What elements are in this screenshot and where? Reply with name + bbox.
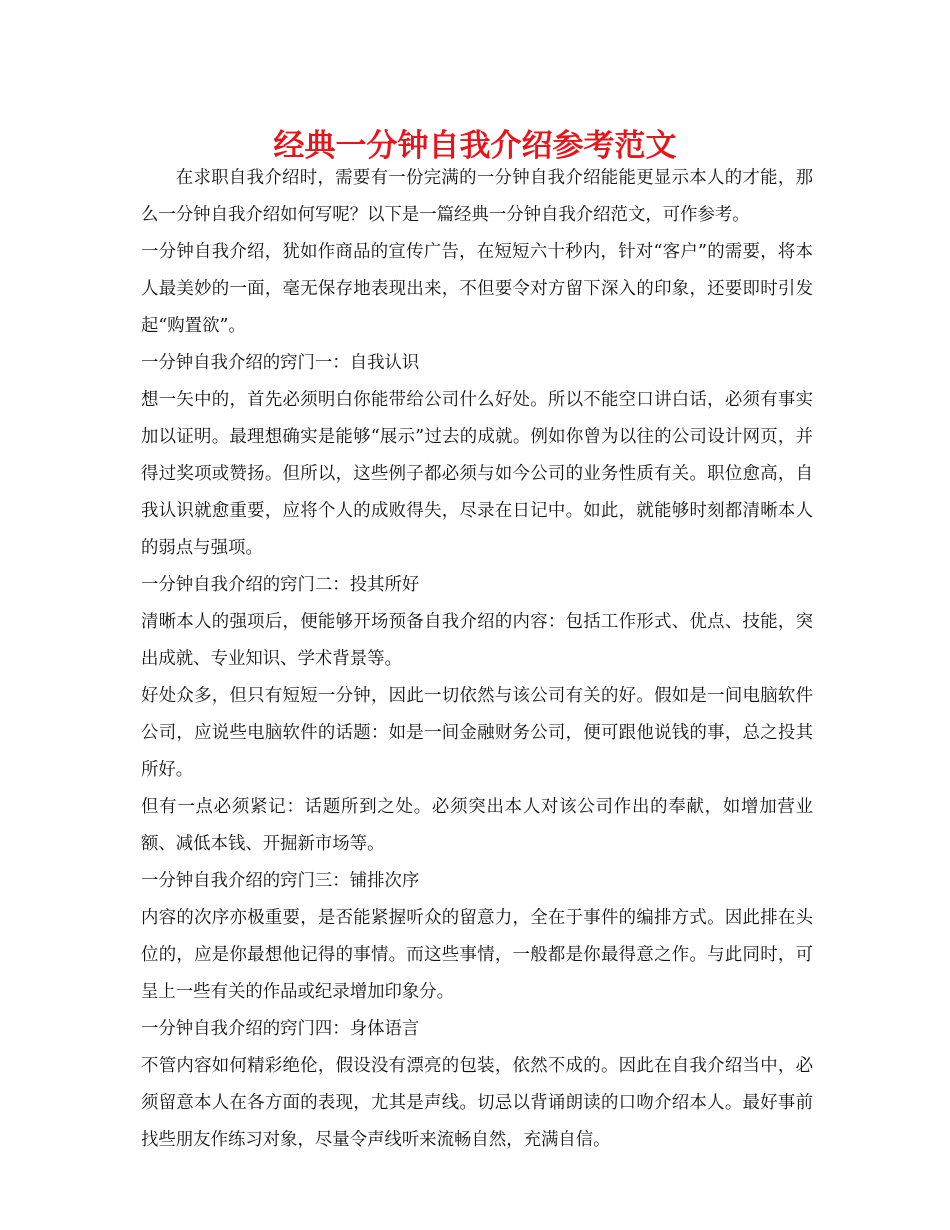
section-heading-3: 一分钟自我介绍的窍门三：铺排次序 <box>141 871 420 891</box>
section-heading-2: 一分钟自我介绍的窍门二：投其所好 <box>141 575 420 595</box>
document-body <box>141 160 813 1159</box>
overview-paragraph: 一分钟自我介绍，犹如作商品的宣传广告，在短短六十秒内，针对“客户”的需要，将本人最美妙的一面，毫无保存地表现出来，不但要令对方留下深入的印象，还要即时引发起“购置欲”。 <box>141 242 813 336</box>
section-2-paragraph-2: 好处众多，但只有短短一分钟，因此一切依然与该公司有关的好。假如是一间电脑软件公司，应说些电脑软件的话题：如是一间金融财务公司，便可跟他说钱的事，总之投其所好。 <box>141 686 813 780</box>
section-heading-4: 一分钟自我介绍的窍门四：身体语言 <box>141 1019 420 1039</box>
section-heading-1: 一分钟自我介绍的窍门一：自我认识 <box>141 353 420 373</box>
section-1-paragraph: 想一矢中的，首先必须明白你能带给公司什么好处。所以不能空口讲白话，必须有事实加以证明。最理想确实是能够“展示”过去的成就。例如你曾为以往的公司设计网页，并得过奖项或赞扬。但所以，这些例子都必须与如今公司的业务性质有关。职位愈高，自我认识就愈重要，应将个人的成败得失，尽录在日记中。如此，就能够时刻都清晰本人的弱点与强项。 <box>141 390 813 558</box>
section-4-paragraph: 不管内容如何精彩绝伦，假设没有漂亮的包装，依然不成的。因此在自我介绍当中，必须留意本人在各方面的表现，尤其是声线。切忌以背诵朗读的口吻介绍本人。最好事前找些朋友作练习对象，尽量令声线听来流畅自然，充满自信。 <box>141 1056 813 1150</box>
section-2-paragraph-1: 清晰本人的强项后，便能够开场预备自我介绍的内容：包括工作形式、优点、技能，突出成就、专业知识、学术背景等。 <box>141 612 813 669</box>
section-3-paragraph: 内容的次序亦极重要，是否能紧握听众的留意力，全在于事件的编排方式。因此排在头位的，应是你最想他记得的事情。而这些事情，一般都是你最得意之作。与此同时，可呈上一些有关的作品或纪录增加印象分。 <box>141 908 813 1002</box>
intro-paragraph: 在求职自我介绍时，需要有一份完满的一分钟自我介绍能能更显示本人的才能，那么一分钟自我介绍如何写呢？以下是一篇经典一分钟自我介绍范文，可作参考。 <box>141 168 813 225</box>
section-2-paragraph-3: 但有一点必须紧记：话题所到之处。必须突出本人对该公司作出的奉献，如增加营业额、减低本钱、开掘新市场等。 <box>141 797 813 854</box>
document-title: 经典一分钟自我介绍参考范文 <box>273 128 677 164</box>
